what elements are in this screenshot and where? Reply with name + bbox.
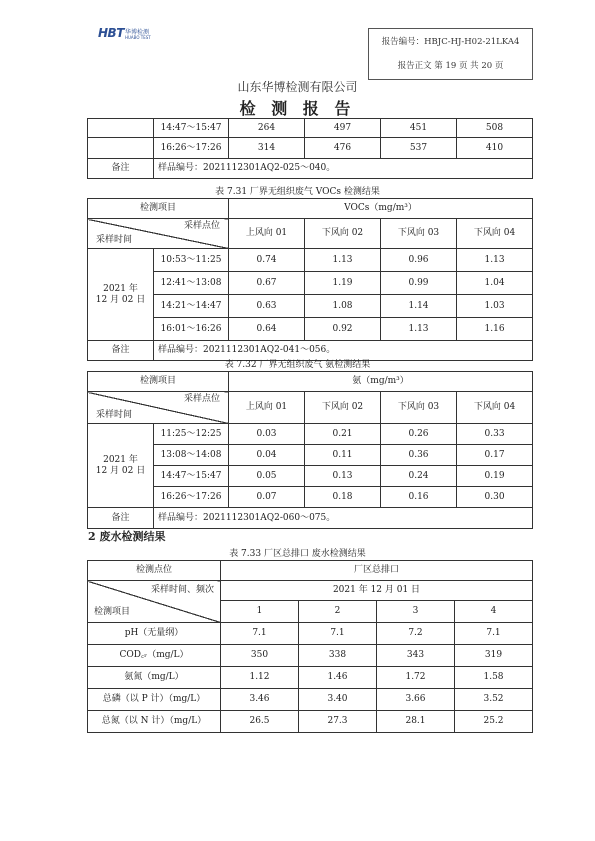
remark-label: 备注 <box>88 508 154 529</box>
table-ammonia <box>87 371 533 529</box>
company-name: 山东华博检测有限公司 <box>237 80 358 94</box>
table-cell: 1.58 <box>455 667 533 689</box>
table-cell: 1.03 <box>457 295 533 318</box>
table-cell: 497 <box>305 119 381 138</box>
table-cell: 3.40 <box>299 689 377 711</box>
table-cell: 14:47～15:47 <box>154 119 229 138</box>
remark-label: 备注 <box>88 159 154 179</box>
point-header: 下风向 04 <box>457 392 533 424</box>
table-cell: 0.67 <box>229 272 305 295</box>
table-cell: 0.21 <box>305 424 381 445</box>
table-caption-ammonia: 表 7.32 厂界无组织废气 氨检测结果 <box>224 360 371 370</box>
sampling-date: 2021 年 12 月 02 日 <box>88 424 154 508</box>
table-cell: 16:26～17:26 <box>154 138 229 159</box>
section-title: 2 废水检测结果 <box>88 530 166 543</box>
table-cell: 0.07 <box>229 487 305 508</box>
diagonal-header <box>88 392 229 424</box>
company-logo <box>98 26 168 44</box>
point-header: 下风向 02 <box>305 392 381 424</box>
table-cell: 537 <box>381 138 457 159</box>
page-info: 报告正文 第 19 页 共 20 页 <box>397 61 504 71</box>
item-label: 检测项目 <box>88 199 229 219</box>
table-cell: 0.11 <box>305 445 381 466</box>
point-header: 下风向 02 <box>305 219 381 249</box>
time-label: 采样时间 <box>96 410 133 420</box>
table-cell: 319 <box>455 645 533 667</box>
table-cell: 1.72 <box>377 667 455 689</box>
table-cell: COD꜀ᵣ（mg/L） <box>88 645 221 667</box>
table-cell: 1.14 <box>381 295 457 318</box>
table-continuation <box>87 118 533 179</box>
point-value: 厂区总排口 <box>221 561 533 581</box>
table-cell: 508 <box>457 119 533 138</box>
table-cell: 12:41～13:08 <box>154 272 229 295</box>
point-label: 检测点位 <box>88 561 221 581</box>
logo-en: HUABO TEST <box>125 35 151 40</box>
table-cell: 1.16 <box>457 318 533 341</box>
point-label: 采样点位 <box>184 394 221 404</box>
table-cell: 0.19 <box>457 466 533 487</box>
table-cell: 0.99 <box>381 272 457 295</box>
table-cell: 0.16 <box>381 487 457 508</box>
table-cell: 1.04 <box>457 272 533 295</box>
table-cell <box>88 138 154 159</box>
time-freq-label: 采样时间、频次 <box>150 585 214 595</box>
point-header: 上风向 01 <box>229 392 305 424</box>
report-info-box <box>368 28 533 80</box>
table-cell: 343 <box>377 645 455 667</box>
sampling-date: 2021 年 12 月 02 日 <box>88 249 154 341</box>
table-cell: 16:26～17:26 <box>154 487 229 508</box>
logo-mark: HBT <box>98 26 124 40</box>
table-cell: 476 <box>305 138 381 159</box>
table-cell: 1.46 <box>299 667 377 689</box>
table-cell: 7.1 <box>455 623 533 645</box>
table-cell: 0.26 <box>381 424 457 445</box>
logo-cn: 华博检测 <box>125 29 150 36</box>
page-title: 检 测 报 告 <box>239 99 356 118</box>
table-cell: 0.05 <box>229 466 305 487</box>
table-cell: pH（无量纲） <box>88 623 221 645</box>
table-cell: 0.96 <box>381 249 457 272</box>
table-cell: 1.13 <box>381 318 457 341</box>
table-cell: 0.30 <box>457 487 533 508</box>
table-cell: 0.63 <box>229 295 305 318</box>
table-caption-vocs: 表 7.31 厂界无组织废气 VOCs 检测结果 <box>215 187 380 197</box>
table-cell: 14:21～14:47 <box>154 295 229 318</box>
table-cell: 0.92 <box>305 318 381 341</box>
sampling-date: 2021 年 12 月 01 日 <box>221 581 533 601</box>
table-vocs <box>87 198 533 361</box>
item-label: 检测项目 <box>88 372 229 392</box>
table-cell: 0.74 <box>229 249 305 272</box>
table-cell: 1.08 <box>305 295 381 318</box>
freq-header: 2 <box>299 601 377 623</box>
param-label: 氨（mg/m³） <box>229 372 533 392</box>
table-cell: 0.36 <box>381 445 457 466</box>
table-cell: 0.13 <box>305 466 381 487</box>
point-header: 下风向 03 <box>381 219 457 249</box>
table-cell: 7.1 <box>221 623 299 645</box>
table-wastewater <box>87 560 533 733</box>
table-cell: 总氮（以 N 计）（mg/L） <box>88 711 221 733</box>
freq-header: 3 <box>377 601 455 623</box>
table-cell: 27.3 <box>299 711 377 733</box>
point-header: 下风向 04 <box>457 219 533 249</box>
item-label: 检测项目 <box>94 607 131 617</box>
table-cell: 0.17 <box>457 445 533 466</box>
table-cell: 264 <box>229 119 305 138</box>
table-cell: 0.33 <box>457 424 533 445</box>
table-cell: 410 <box>457 138 533 159</box>
diagonal-header <box>88 581 221 623</box>
table-cell: 25.2 <box>455 711 533 733</box>
point-label: 采样点位 <box>184 221 221 231</box>
table-cell: 26.5 <box>221 711 299 733</box>
table-cell: 1.19 <box>305 272 381 295</box>
table-cell: 1.13 <box>305 249 381 272</box>
table-cell: 7.2 <box>377 623 455 645</box>
table-caption-water: 表 7.33 厂区总排口 废水检测结果 <box>229 549 366 559</box>
time-label: 采样时间 <box>96 235 133 245</box>
remark-text: 样品编号：2021112301AQ2-041～056。 <box>154 341 533 361</box>
remark-text: 样品编号：2021112301AQ2-025～040。 <box>154 159 533 179</box>
table-cell: 14:47～15:47 <box>154 466 229 487</box>
table-cell: 13:08～14:08 <box>154 445 229 466</box>
table-cell: 338 <box>299 645 377 667</box>
point-header: 上风向 01 <box>229 219 305 249</box>
freq-header: 4 <box>455 601 533 623</box>
table-cell: 7.1 <box>299 623 377 645</box>
table-cell: 28.1 <box>377 711 455 733</box>
remark-text: 样品编号：2021112301AQ2-060～075。 <box>154 508 533 529</box>
diagonal-header <box>88 219 229 249</box>
table-cell: 0.03 <box>229 424 305 445</box>
table-cell: 314 <box>229 138 305 159</box>
point-header: 下风向 03 <box>381 392 457 424</box>
table-cell: 16:01～16:26 <box>154 318 229 341</box>
table-cell: 0.64 <box>229 318 305 341</box>
table-cell: 氨氮（mg/L） <box>88 667 221 689</box>
table-cell: 1.12 <box>221 667 299 689</box>
table-cell: 0.18 <box>305 487 381 508</box>
table-cell: 11:25～12:25 <box>154 424 229 445</box>
table-cell: 0.04 <box>229 445 305 466</box>
table-cell: 3.52 <box>455 689 533 711</box>
table-cell: 10:53～11:25 <box>154 249 229 272</box>
param-label: VOCs（mg/m³） <box>229 199 533 219</box>
table-cell: 3.66 <box>377 689 455 711</box>
remark-label: 备注 <box>88 341 154 361</box>
freq-header: 1 <box>221 601 299 623</box>
table-cell: 总磷（以 P 计）（mg/L） <box>88 689 221 711</box>
table-cell: 0.24 <box>381 466 457 487</box>
table-cell: 350 <box>221 645 299 667</box>
report-number: 报告编号：HBJC-HJ-H02-21LKA4 <box>381 37 520 47</box>
table-cell: 3.46 <box>221 689 299 711</box>
table-cell: 1.13 <box>457 249 533 272</box>
table-cell <box>88 119 154 138</box>
table-cell: 451 <box>381 119 457 138</box>
